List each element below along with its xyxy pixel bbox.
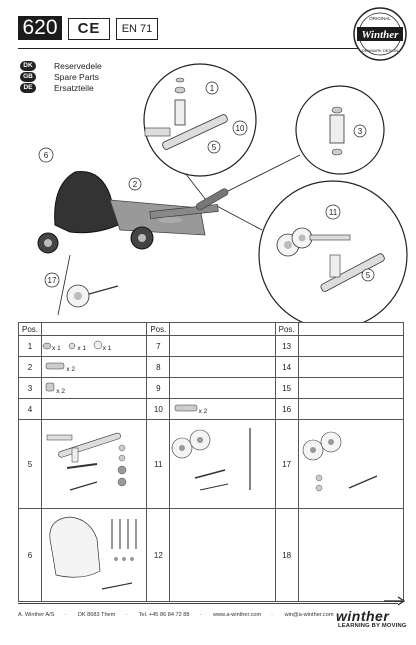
callout-1: 1 xyxy=(209,84,215,93)
company-address: DK 8683 Them xyxy=(77,612,116,618)
svg-text:Winther: Winther xyxy=(361,29,399,41)
washer-icon xyxy=(67,342,77,350)
parts-table xyxy=(18,322,404,602)
part-cell-1 xyxy=(42,336,147,357)
callout-5a: 5 xyxy=(211,143,217,152)
detail-circle-1 xyxy=(144,64,256,176)
qty: x 1 xyxy=(102,345,112,352)
pos-header: Pos. xyxy=(275,323,298,336)
callout-10: 10 xyxy=(235,124,245,133)
pos-number: 13 xyxy=(275,336,298,357)
assembly-illustration xyxy=(0,60,416,322)
footer-divider xyxy=(18,603,398,604)
callout-2: 2 xyxy=(132,180,138,189)
cap-icon xyxy=(44,381,56,393)
language-code: GB xyxy=(20,72,36,82)
company-phone: Tel. +45 86 84 72 88 xyxy=(138,612,190,618)
model-number: 620 xyxy=(18,16,62,40)
rear-wheel-kit-icon xyxy=(299,420,403,506)
pos-number: 8 xyxy=(147,357,170,378)
detail-circle-3 xyxy=(296,86,384,174)
language-code: DE xyxy=(20,83,36,93)
callout-5b: 5 xyxy=(365,271,371,280)
detail-circle-11 xyxy=(259,181,407,322)
pos-number: 16 xyxy=(275,399,298,420)
part-cell-17 xyxy=(298,420,403,509)
seat-kit-icon xyxy=(42,509,146,599)
pos-number: 18 xyxy=(275,509,298,602)
language-label: Spare Parts xyxy=(54,71,99,82)
language-label: Ersatzteile xyxy=(54,82,94,93)
header-divider xyxy=(18,48,366,49)
language-code: DK xyxy=(20,61,36,71)
steering-bar-kit-icon xyxy=(42,420,146,506)
part-cell-6 xyxy=(42,509,147,602)
brand-tagline: LEARNING BY MOVING xyxy=(338,623,407,629)
disc-icon xyxy=(93,340,103,350)
company-email: win@a-winther.com xyxy=(284,612,334,618)
pos-number: 12 xyxy=(147,509,170,602)
brand-wordmark: winther xyxy=(336,608,390,624)
company-name: A. Winther A/S xyxy=(18,612,55,618)
pos-number: 6 xyxy=(19,509,42,602)
qty: x 2 xyxy=(56,388,65,395)
company-web: www.a-winther.com xyxy=(212,612,262,618)
washer-icon xyxy=(42,342,52,350)
part-cell-10 xyxy=(170,399,275,420)
pos-number: 14 xyxy=(275,357,298,378)
language-label: Reservedele xyxy=(54,60,102,71)
pos-number: 17 xyxy=(275,420,298,509)
part-cell-3 xyxy=(42,378,147,399)
pos-number: 5 xyxy=(19,420,42,509)
pos-number: 1 xyxy=(19,336,42,357)
detail-wheel-17 xyxy=(67,285,118,307)
svg-text:ORIGINAL: ORIGINAL xyxy=(369,16,391,21)
part-cell-5 xyxy=(42,420,147,509)
pos-number: 15 xyxy=(275,378,298,399)
qty: x 2 xyxy=(198,408,208,415)
callout-17: 17 xyxy=(47,276,57,285)
callout-3: 3 xyxy=(357,127,363,136)
qty: x 2 xyxy=(66,366,75,373)
callout-11: 11 xyxy=(328,208,338,217)
pos-number: 4 xyxy=(19,399,42,420)
part-cell-2 xyxy=(42,357,147,378)
qty: x 1 xyxy=(52,345,61,352)
bushing-icon xyxy=(44,361,66,371)
pos-number: 10 xyxy=(147,399,170,420)
pos-number: 2 xyxy=(19,357,42,378)
pos-header: Pos. xyxy=(19,323,42,336)
arrow-right-icon xyxy=(384,596,406,606)
winther-logo-seal xyxy=(352,6,408,62)
part-cell-11 xyxy=(170,420,275,509)
qty: x 1 xyxy=(77,345,87,352)
callout-6: 6 xyxy=(43,151,49,160)
footer-contact: A. Winther A/S · DK 8683 Them · Tel. +45 86 84 72 88 · www.a-winther.com · win@a-winther.com xyxy=(18,612,334,618)
ce-mark: CE xyxy=(68,18,110,40)
pos-number: 3 xyxy=(19,378,42,399)
pos-number: 9 xyxy=(147,378,170,399)
wheel-kit-icon xyxy=(170,420,274,506)
pos-header: Pos. xyxy=(147,323,170,336)
handle-grip-icon xyxy=(173,403,199,413)
standard-label: EN 71 xyxy=(116,18,158,40)
pos-number: 11 xyxy=(147,420,170,509)
pos-number: 7 xyxy=(147,336,170,357)
svg-text:DENMARK DESIGN: DENMARK DESIGN xyxy=(361,48,399,53)
